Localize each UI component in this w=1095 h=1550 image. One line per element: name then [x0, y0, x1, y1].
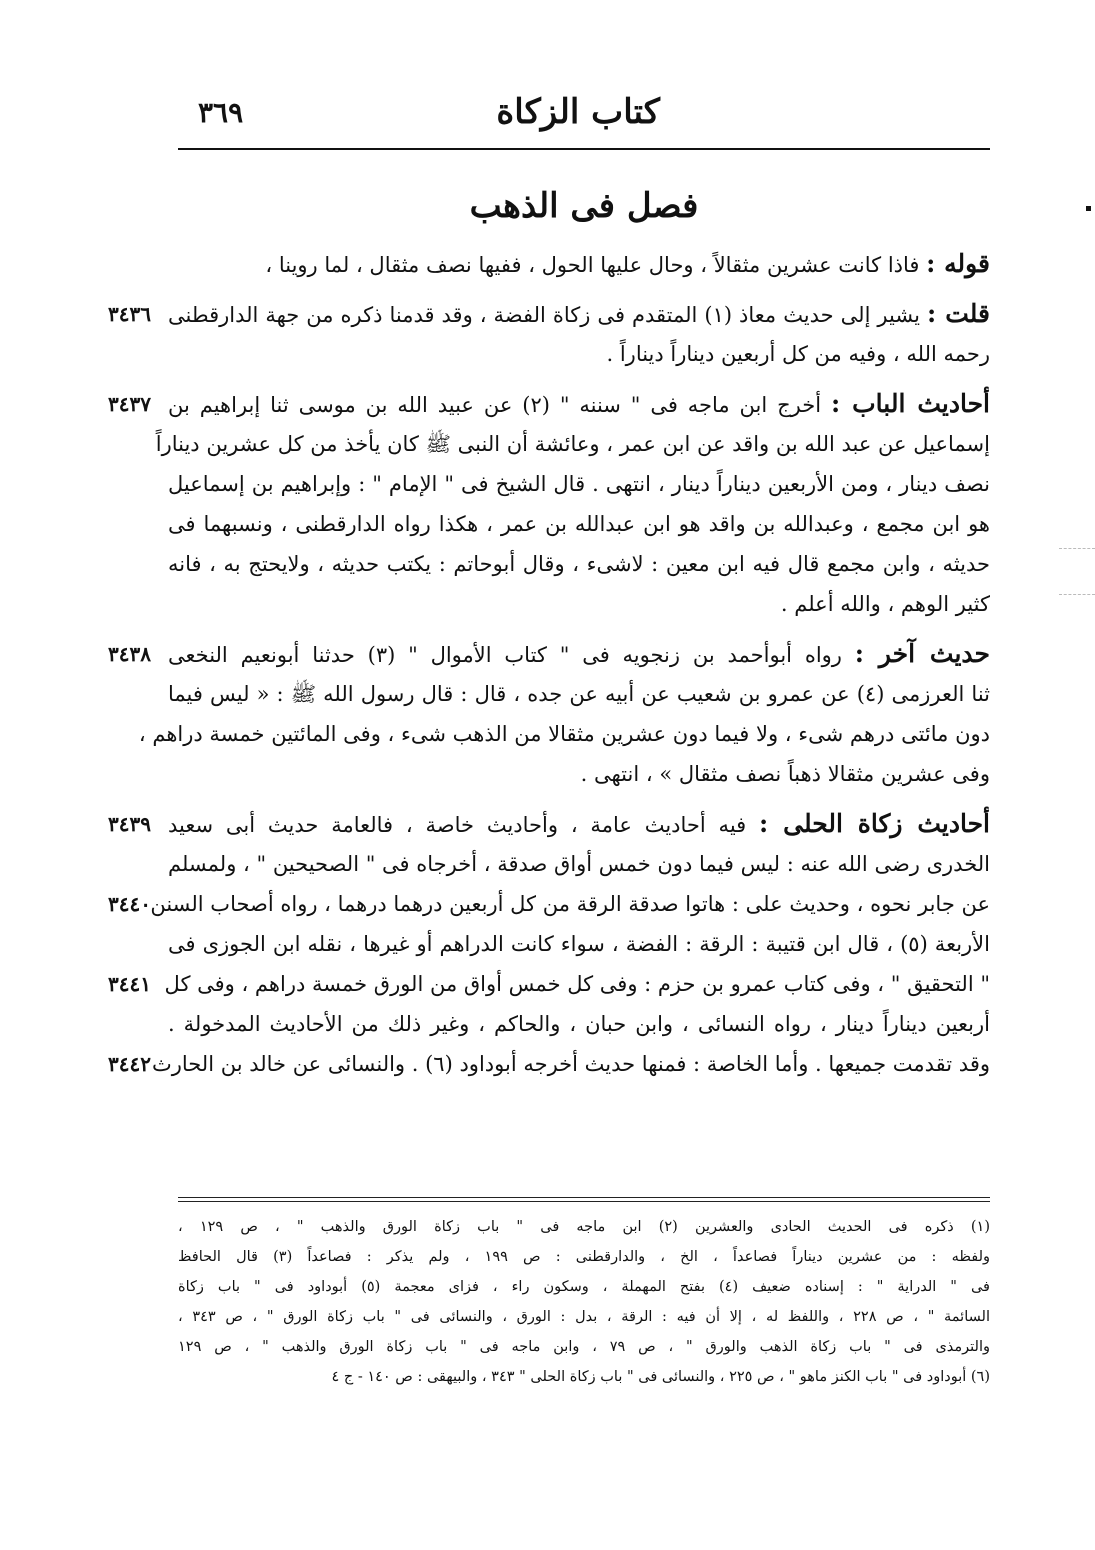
line-content: رحمه الله ، وفيه من كل أربعين ديناراً ديناراً .: [606, 342, 990, 366]
text-line: [108, 804, 990, 844]
text-line: [108, 424, 990, 464]
line-text: [168, 384, 990, 424]
line-content: أربعين ديناراً دينار ، رواه النسائى ، وابن حبان ، والحاكم ، وغير ذلك من الأحاديث المدخولة .: [168, 1012, 990, 1036]
paragraph-gap: [108, 794, 990, 804]
text-line: [108, 544, 990, 584]
text-line: [108, 924, 990, 964]
header-rule: [178, 148, 990, 150]
body-text: [108, 244, 990, 1084]
footnote-line: السائمة " ، ص ٢٢٨ ، واللفظ له ، إلا أن فيه : الرقة ، بدل : الورق ، والنسائى فى " باب زكاة الورق " ، ص ٣٤٣ ،: [178, 1309, 990, 1325]
page-number: ٣٦٩: [198, 96, 244, 129]
hadith-number: ٣٤٣٩: [108, 812, 151, 836]
line-content: كثير الوهم ، والله أعلم .: [780, 592, 990, 616]
line-text: [168, 674, 990, 714]
line-content: الأربعة (٥) ، قال ابن قتيبة : الرقة : الفضة ، سواء كانت الدراهم أو غيرها ، نقله ابن الجوزى فى: [168, 932, 990, 956]
text-line: [108, 754, 990, 794]
line-text: [150, 884, 990, 924]
text-line: [108, 504, 990, 544]
line-text: [168, 504, 990, 544]
footnote-line: ولفظه : من عشرين ديناراً فصاعداً ، الخ ، والدارقطنى : ص ١٩٩ ، ولم يذكر : فصاعداً (٣) قال الحافظ: [178, 1249, 990, 1265]
line-content: عن جابر نحوه ، وحديث على : هاتوا صدقة الرقة من كل أربعين درهما درهما ، رواه أصحاب السنن: [150, 892, 990, 916]
line-text: [168, 544, 990, 584]
text-line: [108, 844, 990, 884]
footnote-rule: [178, 1197, 990, 1202]
line-content: الخدرى رضى الله عنه : ليس فيما دون خمس أواق صدقة ، أخرجاه فى " الصحيحين " ، ولمسلم: [168, 852, 990, 876]
text-line: [108, 1004, 990, 1044]
margin-tick: [1059, 594, 1095, 595]
text-line: [108, 584, 990, 624]
line-text: [155, 424, 990, 464]
text-line: [108, 384, 990, 424]
paragraph-lead: أحاديث الباب :: [831, 389, 990, 418]
text-line: [108, 1044, 990, 1084]
line-content: ثنا العرزمى (٤) عن عمرو بن شعيب عن أبيه عن جده ، قال : قال رسول الله ﷺ : « ليس فيما: [168, 682, 990, 706]
line-content: وفى عشرين مثقالا ذهباً نصف مثقال » ، انتهى .: [580, 762, 990, 786]
page-header: [178, 92, 990, 144]
line-text: [168, 844, 990, 884]
line-content: حديثه ، وابن مجمع قال فيه ابن معين : لاشىء ، وقال أبوحاتم : يكتب حديثه ، ولايحتج به ، فانه: [168, 552, 990, 576]
line-text: [168, 464, 990, 504]
hadith-number: ٣٤٤١: [108, 972, 151, 996]
line-text: [168, 584, 990, 624]
hadith-number: ٣٤٣٨: [108, 642, 151, 666]
line-content: أخرج ابن ماجه فى " سننه " (٢) عن عبيد الله بن موسى ثنا إبراهيم بن: [168, 393, 822, 417]
line-text: [168, 754, 990, 794]
footnotes: [178, 1212, 990, 1392]
text-line: [108, 334, 990, 374]
line-text: [168, 1004, 990, 1044]
text-line: [108, 294, 990, 334]
line-text: [151, 1044, 990, 1084]
line-text: [168, 244, 990, 284]
footnote-line: والترمذى فى " باب زكاة الذهب والورق " ، ص ٧٩ ، وابن ماجه فى " باب زكاة الورق والذهب " ، ص ١٢٩: [178, 1339, 990, 1355]
text-line: [108, 714, 990, 754]
footnote-line: (٦) أبوداود فى " باب الكنز ماهو " ، ص ٢٢٥ ، والنسائى فى " باب زكاة الحلى " ٣٤٣ ، والبيهقى : ص ١٤٠ - ج ٤: [331, 1369, 990, 1385]
paragraph-lead: أحاديث زكاة الحلى :: [759, 809, 990, 838]
footnote-line: فى " الدراية " : إسناده ضعيف (٤) بفتح المهملة ، وسكون راء ، فزاى معجمة (٥) أبوداود فى " باب زكاة: [178, 1279, 990, 1295]
hadith-number: ٣٤٤٠: [108, 892, 151, 916]
text-line: [108, 464, 990, 504]
line-content: يشير إلى حديث معاذ (١) المتقدم فى زكاة الفضة ، وقد قدمنا ذكره من جهة الدارقطنى: [168, 303, 920, 327]
hadith-number: ٣٤٣٦: [108, 302, 151, 326]
running-title: كتاب الزكاة: [496, 92, 660, 132]
text-line: [108, 674, 990, 714]
text-line: [108, 634, 990, 674]
line-text: [168, 294, 990, 334]
paragraph-gap: [108, 624, 990, 634]
paragraph-gap: [108, 284, 990, 294]
section-title: فصل فى الذهب: [469, 186, 699, 226]
line-content: فاذا كانت عشرين مثقالاً ، وحال عليها الحول ، ففيها نصف مثقال ، لما روينا ،: [265, 253, 920, 277]
line-content: " التحقيق " ، وفى كتاب عمرو بن حزم : وفى كل خمس أواق من الورق خمسة دراهم ، وفى كل: [164, 972, 990, 996]
margin-tick: [1059, 548, 1095, 549]
line-text: [168, 924, 990, 964]
text-line: [108, 244, 990, 284]
line-text: [168, 334, 990, 374]
line-content: رواه أبوأحمد بن زنجويه فى " كتاب الأموال " (٣) حدثنا أبونعيم النخعى: [168, 643, 842, 667]
hadith-number: ٣٤٤٢: [108, 1052, 151, 1076]
line-text: [164, 964, 990, 1004]
line-content: نصف دينار ، ومن الأربعين ديناراً دينار ، انتهى . قال الشيخ فى " الإمام " : وإبراهيم بن إسماعيل: [168, 472, 990, 496]
paragraph-lead: حديث آخر :: [854, 639, 990, 668]
line-content: هو ابن مجمع ، وعبدالله بن واقد هو ابن عبدالله بن عمر ، هكذا رواه الدارقطنى ، ونسبهما فى: [168, 512, 990, 536]
paragraph-gap: [108, 374, 990, 384]
line-content: وقد تقدمت جميعها . وأما الخاصة : فمنها حديث أخرجه أبوداود (٦) . والنسائى عن خالد بن الحارث: [151, 1052, 990, 1076]
line-content: دون مائتى درهم شىء ، ولا فيما دون عشرين مثقالا من الذهب شىء ، وفى المائتين خمسة دراهم ،: [138, 722, 990, 746]
line-content: إسماعيل عن عبد الله بن واقد عن ابن عمر ، وعائشة أن النبى ﷺ كان يأخذ من كل عشرين ديناراً: [155, 432, 990, 456]
footnote-line: (١) ذكره فى الحديث الحادى والعشرين (٢) ابن ماجه فى " باب زكاة الورق والذهب " ، ص ١٢٩ ،: [178, 1219, 990, 1235]
line-content: فيه أحاديث عامة ، وأحاديث خاصة ، فالعامة حديث أبى سعيد: [168, 813, 747, 837]
text-line: [108, 884, 990, 924]
line-text: [138, 714, 990, 754]
paragraph-lead: قوله :: [926, 249, 990, 278]
line-text: [168, 634, 990, 674]
margin-dot: [1086, 206, 1091, 211]
text-line: [108, 964, 990, 1004]
line-text: [168, 804, 990, 844]
paragraph-lead: قلت :: [926, 299, 990, 328]
hadith-number: ٣٤٣٧: [108, 392, 151, 416]
